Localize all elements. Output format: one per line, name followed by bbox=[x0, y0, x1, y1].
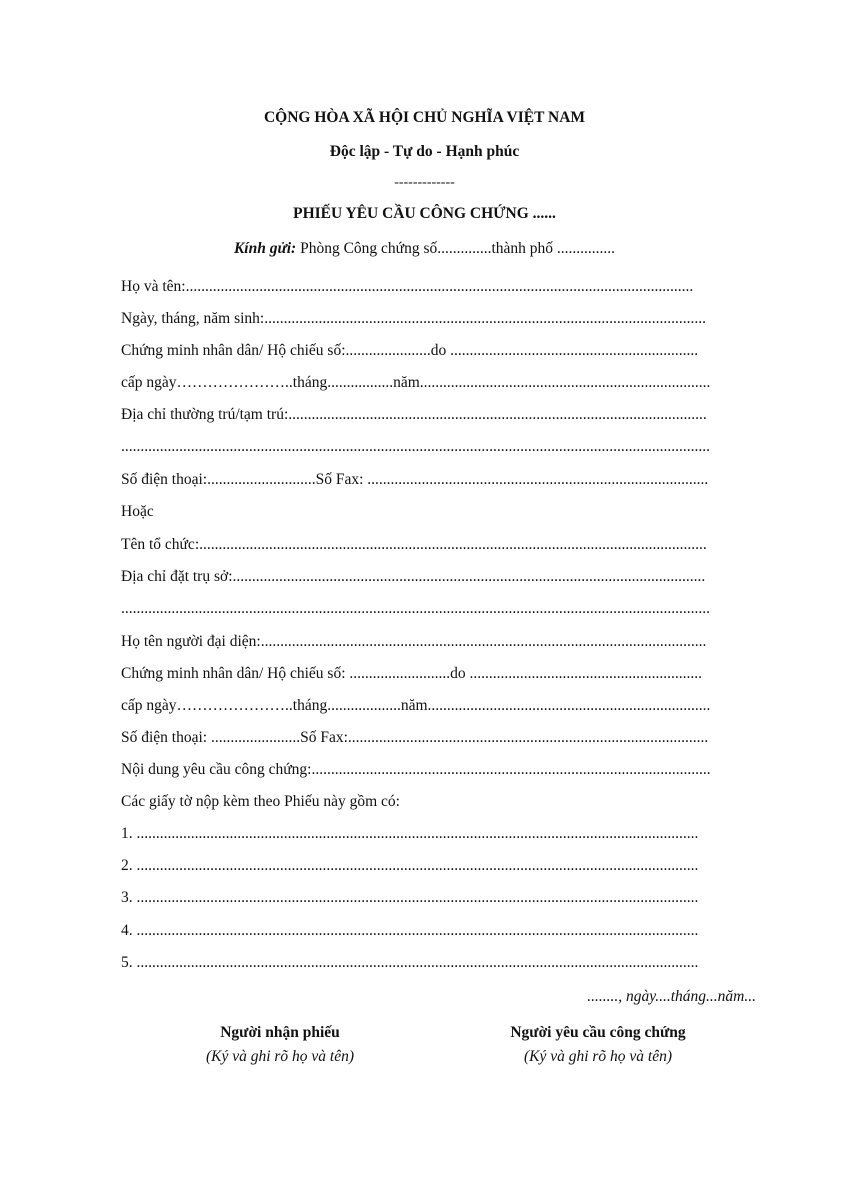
greeting-label: Kính gửi: bbox=[233, 240, 297, 257]
country-heading: CỘNG HÒA XÃ HỘI CHỦ NGHĨA VIỆT NAM bbox=[263, 109, 586, 126]
field-address: Địa chỉ thường trú/tạm trú:............................................................................................................ bbox=[121, 406, 707, 423]
receiver-signature-block bbox=[180, 1024, 380, 1066]
field-issue-date: cấp ngày…………………..tháng.................năm........................................................................... bbox=[121, 374, 711, 391]
attachment-3: 3. ................................................................................................................................................. bbox=[121, 889, 699, 906]
field-org-address-cont: ........................................................................................................................................................ bbox=[121, 600, 710, 617]
attachment-1: 1. ................................................................................................................................................. bbox=[121, 825, 699, 842]
greeting bbox=[0, 240, 849, 258]
or-label: Hoặc bbox=[121, 503, 154, 520]
separator: ------------- bbox=[394, 175, 455, 190]
field-id-number: Chứng minh nhân dân/ Hộ chiếu số:......................do ................................................................ bbox=[121, 342, 699, 359]
field-org-address: Địa chỉ đặt trụ sở:.......................................................................................................................... bbox=[121, 568, 706, 585]
field-date-of-birth: Ngày, tháng, năm sinh:.................................................................................................................. bbox=[121, 310, 706, 327]
date-line: ........, ngày....tháng...năm... bbox=[587, 988, 756, 1005]
attachment-5: 5. ................................................................................................................................................. bbox=[121, 954, 699, 971]
field-representative: Họ tên người đại diện:................................................................................................................... bbox=[121, 633, 707, 650]
field-request-content: Nội dung yêu cầu công chứng:....................................................................................................... bbox=[121, 761, 711, 778]
form-title: PHIẾU YÊU CẦU CÔNG CHỨNG ...... bbox=[293, 205, 556, 222]
attachment-2: 2. ................................................................................................................................................. bbox=[121, 857, 699, 874]
receiver-hint: (Ký và ghi rõ họ và tên) bbox=[205, 1048, 355, 1065]
requester-hint: (Ký và ghi rõ họ và tên) bbox=[523, 1048, 673, 1065]
field-rep-issue-date: cấp ngày…………………..tháng...................năm......................................................................... bbox=[121, 697, 711, 714]
field-rep-id-number: Chứng minh nhân dân/ Hộ chiếu số: ..........................do ............................................................ bbox=[121, 665, 703, 682]
receiver-role: Người nhận phiếu bbox=[220, 1024, 340, 1041]
attachments-label: Các giấy tờ nộp kèm theo Phiếu này gồm có: bbox=[121, 793, 400, 810]
field-phone-fax: Số điện thoại:............................Số Fax: ........................................................................................ bbox=[121, 471, 709, 488]
greeting-text: Phòng Công chứng số..............thành phố ............... bbox=[296, 240, 616, 257]
field-full-name: Họ và tên:................................................................................................................................... bbox=[121, 278, 694, 295]
attachment-4: 4. ................................................................................................................................................. bbox=[121, 922, 699, 939]
field-rep-phone-fax: Số điện thoại: .......................Số Fax:............................................................................................. bbox=[121, 729, 709, 746]
requester-signature-block bbox=[478, 1024, 718, 1066]
field-org-name: Tên tổ chức:................................................................................................................................... bbox=[121, 536, 707, 553]
requester-role: Người yêu cầu công chứng bbox=[510, 1024, 686, 1041]
field-address-cont: ........................................................................................................................................................ bbox=[121, 438, 710, 455]
motto: Độc lập - Tự do - Hạnh phúc bbox=[329, 143, 520, 160]
